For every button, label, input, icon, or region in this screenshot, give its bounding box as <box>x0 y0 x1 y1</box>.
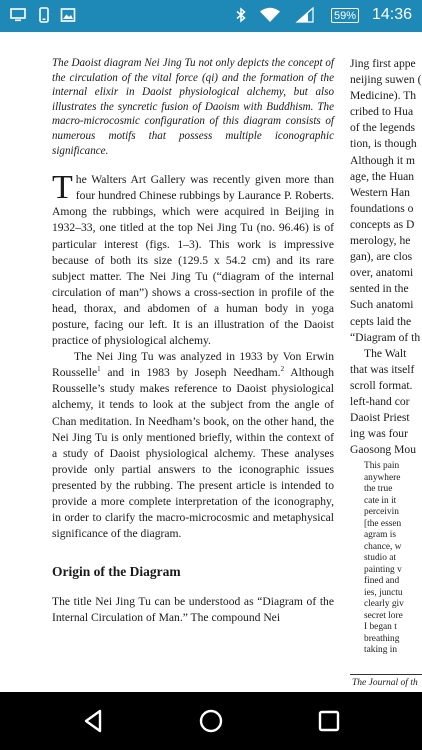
right-column-line: [the essen <box>364 518 402 529</box>
clock: 14:36 <box>371 6 412 23</box>
right-column-line: Although it m <box>350 153 416 167</box>
right-column-line: the true <box>364 484 393 495</box>
right-column-line: I began t <box>364 622 397 633</box>
right-column-line: studio at <box>364 553 397 564</box>
right-column-line: Medicine). Th <box>350 89 417 103</box>
right-column-line: breathing <box>364 633 400 644</box>
right-column-line: ies, junctu <box>364 587 403 598</box>
right-column-line: neijing suwen ( <box>350 73 422 87</box>
right-column-line: This pain <box>364 461 400 472</box>
recents-icon[interactable] <box>314 706 344 736</box>
right-column-line: Such anatomi <box>350 298 414 312</box>
paragraph-2-text-c: Although Rousselle’s study makes reference to Daoist physiological alchemy, it tends to look at the subject from the angle of Chan meditation. In Needham’s book, on the other hand, the Nei Jing Tu is only mentioned briefly, within the context of a study of Daoist physiological alchemy. These analyses provide only partial answers to the iconographic issues presented by the rubbing. The present article is intended to provide a more complete interpretation of the iconography, in order to clarify the macro-microcosmic and metaphysical significance of the diagram. <box>52 366 334 541</box>
right-column-line: The Walt <box>364 346 407 360</box>
paragraph-1 <box>52 169 334 349</box>
right-column-line: sented in the <box>350 282 409 296</box>
paragraph-2-text-b: and in 1983 by Joseph Needham. <box>100 366 281 380</box>
phone-icon <box>36 7 52 23</box>
wifi-icon <box>259 7 281 23</box>
right-column-line: anywhere <box>364 472 401 483</box>
right-column-line: age, the Huan <box>350 169 415 183</box>
signal-icon <box>295 7 315 23</box>
right-column-line: Gaosong Mou <box>350 443 417 457</box>
right-column-line: “Diagram of th <box>350 330 421 344</box>
footnote-ref-1[interactable]: 1 <box>97 365 101 374</box>
left-column <box>52 56 334 627</box>
right-column-line: cate in it <box>364 495 397 506</box>
abstract: The Daoist diagram Nei Jing Tu not only depicts the concept of the circulation of the vital force (qi) and the formation of the internal elixir in Daoist physiological alchemy, but also illustrates the syncretic fusion of Daoism with Buddhism. The macro-microcosmic configuration of this diagram consists of numerous motifs that possess multiple iconographic significance. <box>52 57 334 157</box>
right-column-line: Daoist Priest <box>350 411 410 425</box>
bluetooth-icon <box>233 7 249 23</box>
paragraph-2-text-a: The Nei Jing Tu was analyzed in 1933 by Von Erwin Rousselle <box>52 350 334 380</box>
battery-icon <box>331 8 359 23</box>
right-column-line: concepts as D <box>350 217 415 231</box>
paragraph-1-text: he Walters Art Gallery was recently given more than four hundred Chinese rubbings by Laurance P. Roberts. Among the rubbings, which were acquired in Beijing in 1932–33, one titled at the top Nei Jing Tu (no. 96.46) is of particular interest (figs. 1–3). This work is impressive because of both its size (129.5 x 54.2 cm) and its rare subject matter. The Nei Jing Tu (“diagram of the internal circulation of man”) shows a cross-section in profile of the head, thorax, and abdomen of a human body in yoga posture, facing our left. It is an illustration of the Daoist practice of physiological alchemy. <box>52 173 334 348</box>
right-column-line: of the legends <box>350 121 416 135</box>
right-column-line: secret lore <box>364 610 403 621</box>
navigation-bar <box>0 692 422 750</box>
right-column-line: clearly giv <box>364 599 404 610</box>
drop-cap: T <box>52 169 73 207</box>
right-column-paragraph-2 <box>350 346 422 459</box>
right-column-line: over, anatomi <box>350 266 414 280</box>
right-column-quote <box>350 461 422 657</box>
paragraph-3: The title Nei Jing Tu can be understood as “Diagram of the Internal Circulation of Man.” The compound Nei <box>52 595 334 625</box>
right-column-line: ing was four <box>350 427 408 441</box>
battery-level: 59% <box>333 10 357 22</box>
footer-rule <box>350 674 422 675</box>
right-column-lines <box>350 56 422 346</box>
right-column-line: left-hand cor <box>350 394 410 408</box>
right-column-line: cepts laid the <box>350 314 412 328</box>
right-column-line: painting v <box>364 564 402 575</box>
image-icon <box>60 7 76 23</box>
status-bar <box>0 0 422 32</box>
right-column-line: gan), are clos <box>350 250 413 264</box>
home-icon[interactable] <box>196 706 226 736</box>
back-icon[interactable] <box>78 706 108 736</box>
right-column-line: scroll format. <box>350 378 413 392</box>
right-column-line: perceivin <box>364 507 399 518</box>
document-page[interactable] <box>0 32 422 692</box>
right-column-line: chance, w <box>364 541 402 552</box>
right-column-line: Jing first appe <box>350 57 416 70</box>
right-column-line: that was itself <box>350 362 415 376</box>
right-column <box>350 56 422 657</box>
right-column-line: merology, he <box>350 234 411 248</box>
right-column-line: Western Han <box>350 185 410 199</box>
right-column-line: foundations o <box>350 201 414 215</box>
section-heading: Origin of the Diagram <box>52 564 181 580</box>
right-column-line: agram is <box>364 530 397 541</box>
right-column-line: tion, is though <box>350 137 417 151</box>
monitor-icon <box>10 7 26 23</box>
journal-footer: The Journal of th <box>352 678 418 688</box>
right-column-line: taking in <box>364 645 398 656</box>
footnote-ref-2[interactable]: 2 <box>280 365 285 374</box>
right-column-line: fined and <box>364 576 400 587</box>
paragraph-2 <box>52 349 334 542</box>
right-column-line: cribed to Hua <box>350 105 414 119</box>
